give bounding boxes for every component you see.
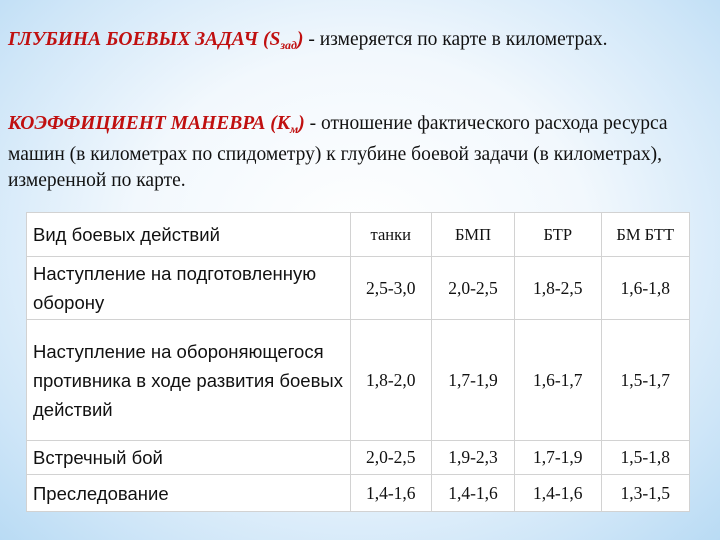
cell-btr: 1,6-1,7 — [515, 320, 602, 441]
maneuver-coefficient-table — [26, 212, 690, 512]
cell-bm-btt: 1,3-1,5 — [601, 475, 689, 512]
row-label: Наступление на подготовленную оборону — [27, 257, 351, 320]
cell-tanks: 2,0-2,5 — [350, 441, 431, 475]
definition-depth — [8, 27, 698, 58]
table-row — [27, 475, 690, 512]
cell-bmp: 1,9-2,3 — [431, 441, 514, 475]
cell-btr: 1,4-1,6 — [515, 475, 602, 512]
term-depth-close: ) — [297, 29, 304, 50]
table-row — [27, 320, 690, 441]
cell-tanks: 2,5-3,0 — [350, 257, 431, 320]
cell-btr: 1,7-1,9 — [515, 441, 602, 475]
definition-maneuver-text: - отношение фактического расхода ресурса машин (в километрах по спидометру) к глубине боевой задачи (в километрах), измеренной по карте. — [8, 113, 668, 191]
cell-tanks: 1,4-1,6 — [350, 475, 431, 512]
term-depth — [8, 29, 304, 50]
term-depth-subscript: зад — [280, 38, 297, 52]
header-btr: БТР — [515, 213, 602, 257]
cell-bmp: 1,4-1,6 — [431, 475, 514, 512]
table-row — [27, 257, 690, 320]
table-row — [27, 441, 690, 475]
term-maneuver-subscript: м — [290, 122, 299, 136]
cell-bm-btt: 1,6-1,8 — [601, 257, 689, 320]
header-tanks: танки — [350, 213, 431, 257]
row-label: Преследование — [27, 475, 351, 512]
term-maneuver — [8, 113, 305, 134]
term-maneuver-close: ) — [298, 113, 305, 134]
term-depth-main: ГЛУБИНА БОЕВЫХ ЗАДАЧ (S — [8, 29, 281, 50]
header-bmp: БМП — [431, 213, 514, 257]
row-label: Наступление на обороняющегося противника в ходе развития боевых действий — [27, 320, 351, 441]
cell-tanks: 1,8-2,0 — [350, 320, 431, 441]
cell-bmp: 2,0-2,5 — [431, 257, 514, 320]
table-header-row — [27, 213, 690, 257]
term-maneuver-main: КОЭФФИЦИЕНТ МАНЕВРА (К — [8, 113, 291, 134]
row-label: Встречный бой — [27, 441, 351, 475]
definition-depth-text: - измеряется по карте в километрах. — [303, 29, 608, 50]
header-action-type: Вид боевых действий — [27, 213, 351, 257]
cell-bm-btt: 1,5-1,8 — [601, 441, 689, 475]
cell-btr: 1,8-2,5 — [515, 257, 602, 320]
cell-bmp: 1,7-1,9 — [431, 320, 514, 441]
header-bm-btt: БМ БТТ — [601, 213, 689, 257]
cell-bm-btt: 1,5-1,7 — [601, 320, 689, 441]
definition-maneuver — [8, 111, 698, 194]
